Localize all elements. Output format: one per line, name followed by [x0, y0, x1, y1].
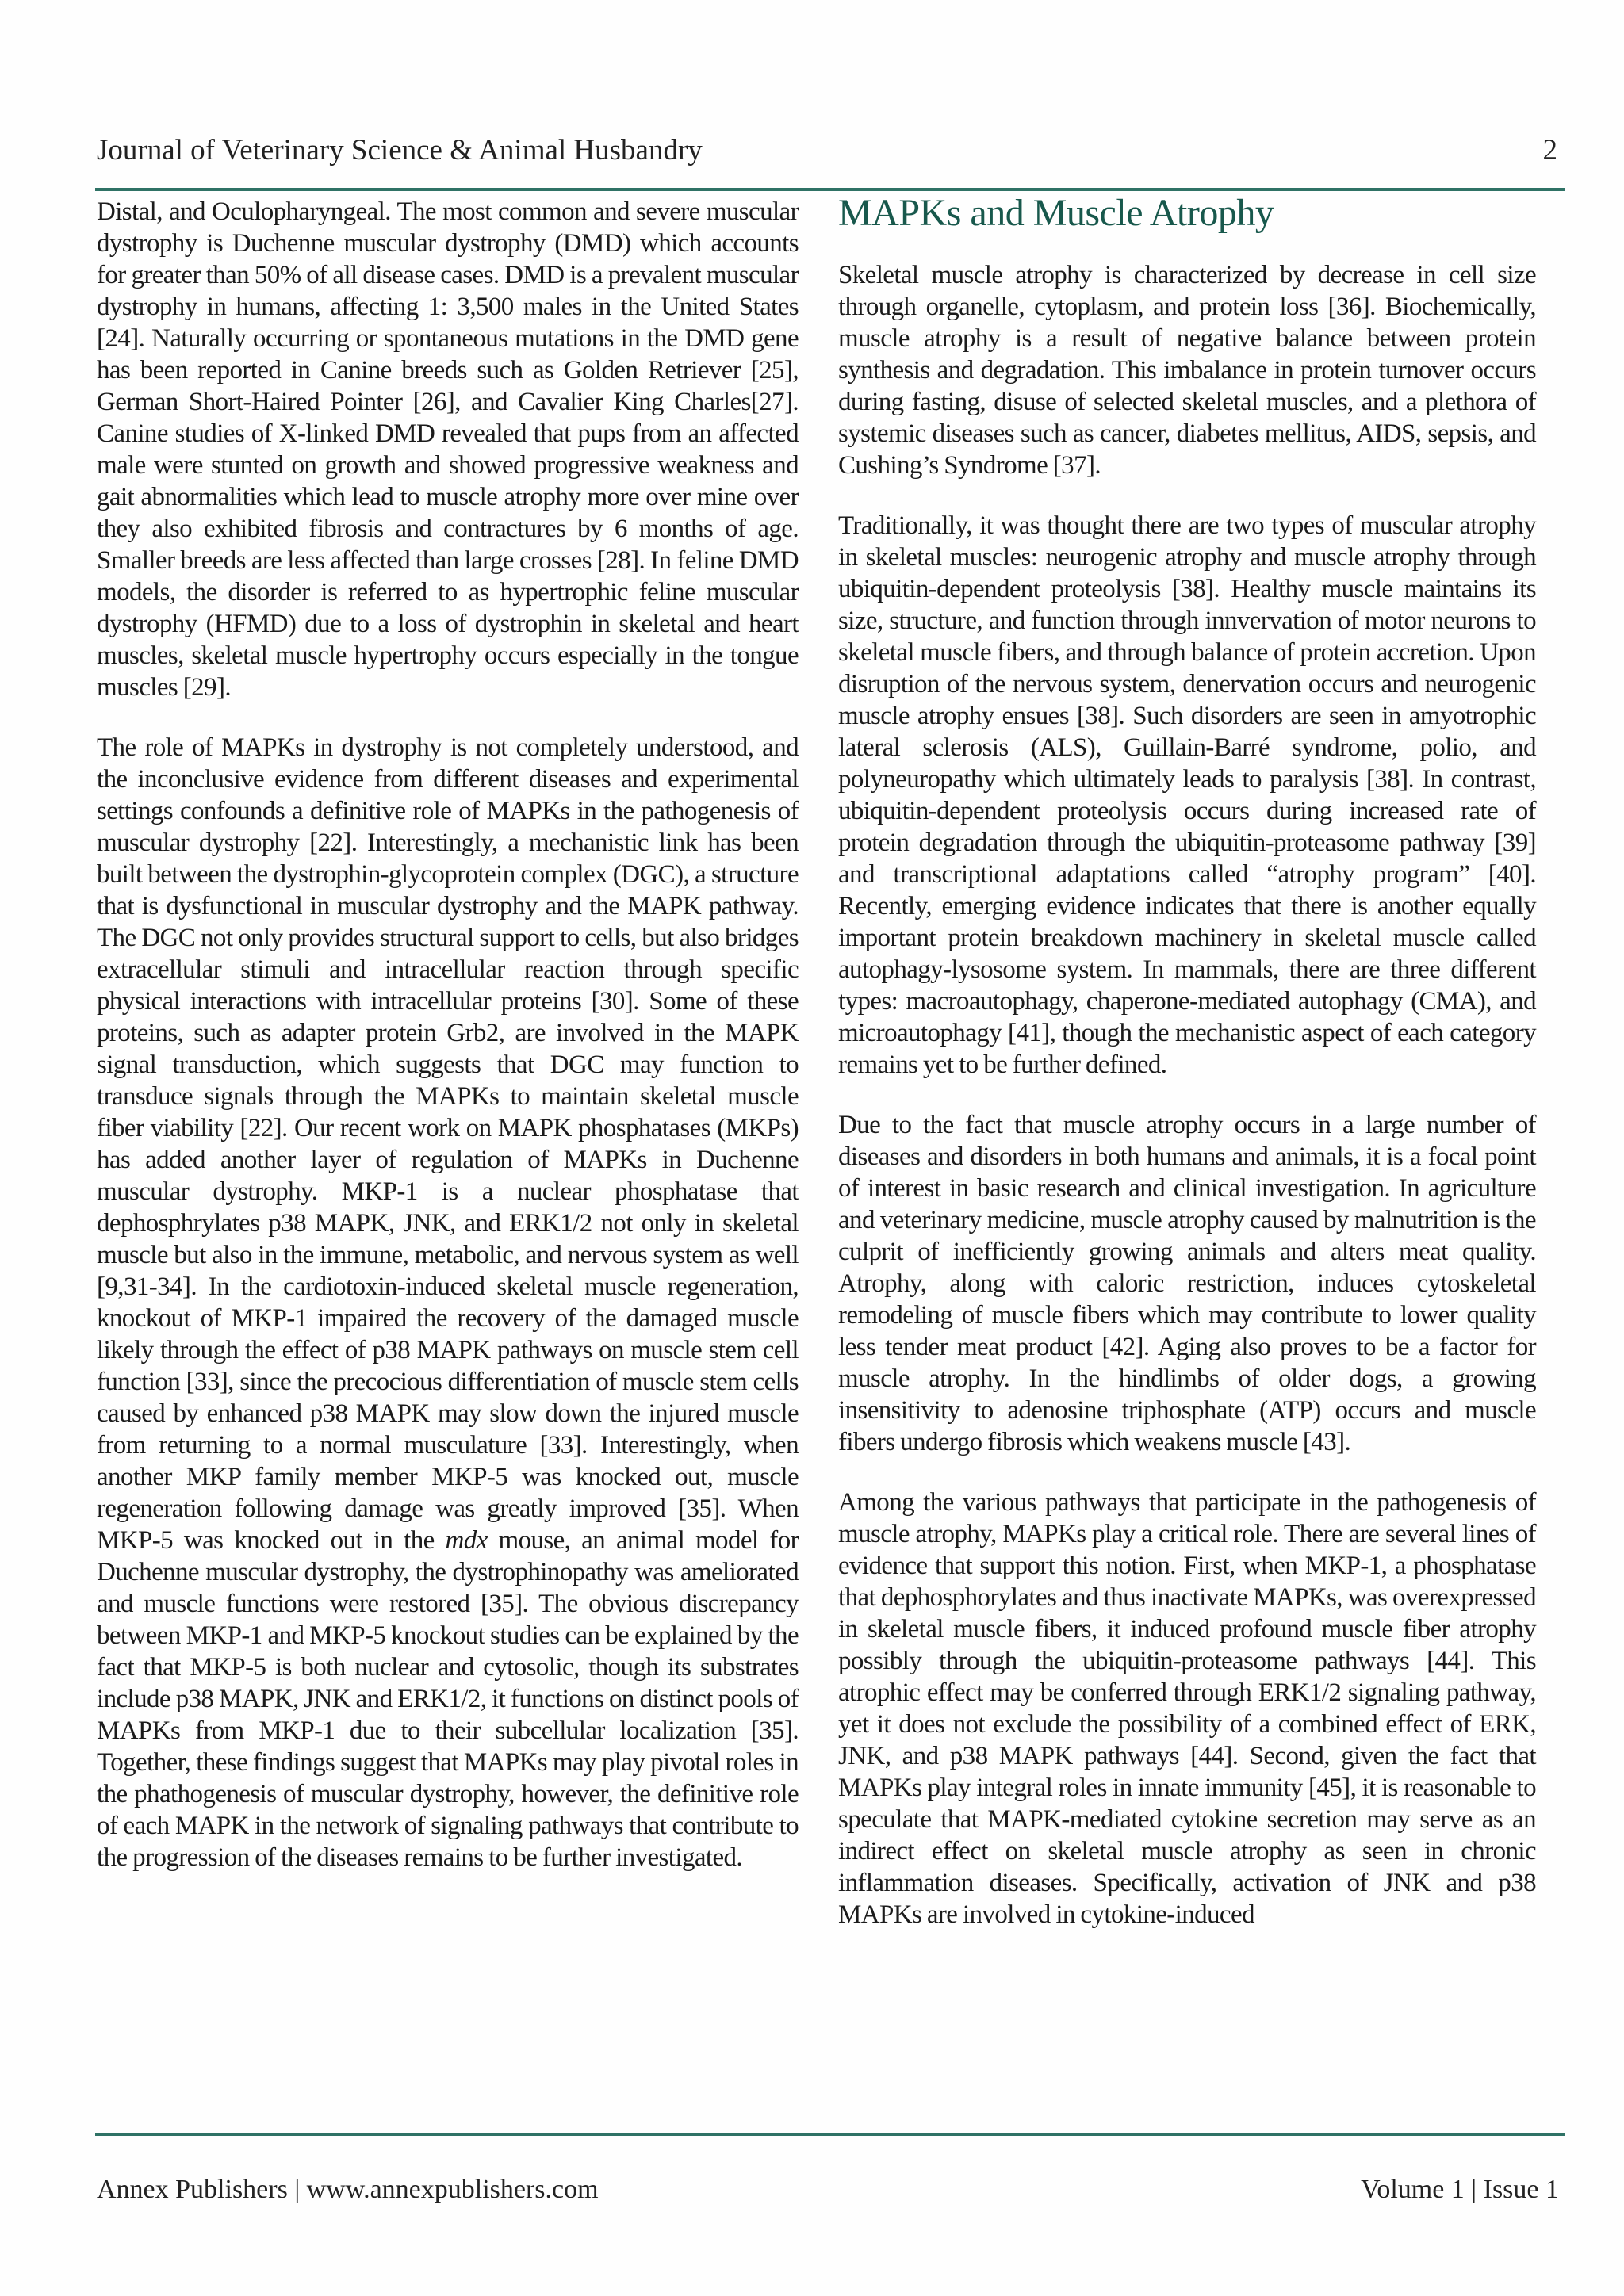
paragraph-right-3	[838, 1109, 1536, 1458]
paragraph-right-1	[838, 259, 1536, 481]
paragraph-right-2	[838, 510, 1536, 1081]
footer-publisher: Annex Publishers | www.annexpublishers.com	[97, 2175, 599, 2204]
right-column	[838, 192, 1536, 1931]
journal-title: Journal of Veterinary Science & Animal Husbandry	[97, 134, 703, 166]
paragraph-text: Due to the fact that muscle atrophy occurs in a large number of diseases and disorders in both humans and animals, it is a focal point of interest in basic research and clinical investigation. In agriculture and veterinary medicine, muscle atrophy caused by malnutrition is the culprit of inefficiently growing animals and alters meat quality. Atrophy, along with caloric restriction, induces cytoskeletal remodeling of muscle fibers which may contribute to lower quality less tender meat product [42]. Aging also proves to be a factor for muscle atrophy. In the hindlimbs of older dogs, a growing insensitivity to adenosine triphosphate (ATP) occurs and muscle fibers undergo fibrosis which weakens muscle [43].	[838, 1111, 1536, 1456]
paragraph-left-1	[97, 196, 799, 703]
page-header	[97, 133, 1557, 168]
article-body	[97, 192, 1536, 1931]
left-column	[97, 196, 799, 1931]
page-number: 2	[1542, 134, 1557, 166]
paragraph-text: The role of MAPKs in dystrophy is not completely understood, and the inconclusive evidence from different diseases and experimental settings confounds a definitive role of MAPKs in the pathogenesis of muscular dystrophy [22]. Interestingly, a mechanistic link has been built between the dystrophin-glycoprotein complex (DGC), a structure that is dysfunctional in muscular dystrophy and the MAPK pathway. The DGC not only provides structural support to cells, but also bridges extracellular stimuli and intracellular reaction through specific physical interactions with intracellular proteins [30]. Some of these proteins, such as adapter protein Grb2, are involved in the MAPK signal transduction, which suggests that DGC may function to transduce signals through the MAPKs to maintain skeletal muscle fiber viability [22]. Our recent work on MAPK phosphatases (MKPs) has added another layer of regulation of MAPKs in Duchenne muscular dystrophy. MKP-1 is a nuclear phosphatase that dephosphrylates p38 MAPK, JNK, and ERK1/2 not only in skeletal muscle but also in the immune, metabolic, and nervous system as well [9,31-34]. In the cardiotoxin-induced skeletal muscle regeneration, knockout of MKP-1 impaired the recovery of the damaged muscle likely through the effect of p38 MAPK pathways on muscle stem cell function [33], since the precocious differentiation of muscle stem cells caused by enhanced p38 MAPK may slow down the injured muscle from returning to a normal musculature [33]. Interestingly, when another MKP family member MKP-5 was knocked out, muscle regeneration following damage was greatly improved [35]. When MKP-5 was knocked out in the	[97, 733, 799, 1555]
paragraph-text: Distal, and Oculopharyngeal. The most common and severe muscular dystrophy is Duchenne muscular dystrophy (DMD) which accounts for greater than 50% of all disease cases. DMD is a prevalent muscular dystrophy in humans, affecting 1: 3,500 males in the United States [24]. Naturally occurring or spontaneous mutations in the DMD gene has been reported in Canine breeds such as Golden Retriever [25], German Short-Haired Pointer [26], and Cavalier King Charles[27]. Canine studies of X-linked DMD revealed that pups from an affected male were stunted on growth and showed progressive weakness and gait abnormalities which lead to muscle atrophy more over mine over they also exhibited fibrosis and contractures by 6 months of age. Smaller breeds are less affected than large crosses [28]. In feline DMD models, the disorder is referred to as hypertrophic feline muscular dystrophy (HFMD) due to a loss of dystrophin in skeletal and heart muscles, skeletal muscle hypertrophy occurs especially in the tongue muscles [29].	[97, 197, 799, 702]
paragraph-left-2	[97, 732, 799, 1873]
section-heading: MAPKs and Muscle Atrophy	[838, 192, 1274, 234]
page-footer	[97, 2174, 1559, 2206]
paragraph-text: Traditionally, it was thought there are two types of muscular atrophy in skeletal muscles: neurogenic atrophy and muscle atrophy through ubiquitin-dependent proteolysis [38]. Healthy muscle maintains its size, structure, and function through innvervation of motor neurons to skeletal muscle fibers, and through balance of protein accretion. Upon disruption of the nervous system, denervation occurs and neurogenic muscle atrophy ensues [38]. Such disorders are seen in amyotrophic lateral sclerosis (ALS), Guillain-Barré syndrome, polio, and polyneuropathy which ultimately leads to paralysis [38]. In contrast, ubiquitin-dependent proteolysis occurs during increased rate of protein degradation through the ubiquitin-proteasome pathway [39] and transcriptional adaptations called “atrophy program” [40]. Recently, emerging evidence indicates that there is another equally important protein breakdown machinery in skeletal muscle called autophagy-lysosome system. In mammals, there are three different types: macroautophagy, chaperone-mediated autophagy (CMA), and microautophagy [41], though the mechanistic aspect of each category remains yet to be further defined.	[838, 511, 1536, 1079]
paragraph-right-4	[838, 1487, 1536, 1931]
italic-term-mdx: mdx	[445, 1526, 488, 1555]
footer-rule	[95, 2133, 1565, 2136]
paragraph-text: mouse, an animal model for Duchenne muscular dystrophy, the dystrophinopathy was ameliorated and muscle functions were restored [35]. The obvious discrepancy between MKP-1 and MKP-5 knockout studies can be explained by the fact that MKP-5 is both nuclear and cytosolic, though its substrates include p38 MAPK, JNK and ERK1/2, it functions on distinct pools of MAPKs from MKP-1 due to their subcellular localization [35]. Together, these findings suggest that MAPKs may play pivotal roles in the phathogenesis of muscular dystrophy, however, the definitive role of each MAPK in the network of signaling pathways that contribute to the progression of the diseases remains to be further investigated.	[97, 1526, 799, 1872]
paragraph-text: Among the various pathways that participate in the pathogenesis of muscle atrophy, MAPKs play a critical role. There are several lines of evidence that support this notion. First, when MKP-1, a phosphatase that dephosphorylates and thus inactivate MAPKs, was overexpressed in skeletal muscle fibers, it induced profound muscle fiber atrophy possibly through the ubiquitin-proteasome pathways [44]. This atrophic effect may be conferred through ERK1/2 signaling pathway, yet it does not exclude the possibility of a combined effect of ERK, JNK, and p38 MAPK pathways [44]. Second, given the fact that MAPKs play integral roles in innate immunity [45], it is reasonable to speculate that MAPK-mediated cytokine secretion may serve as an indirect effect on skeletal muscle atrophy as seen in chronic inflammation diseases. Specifically, activation of JNK and p38 MAPKs are involved in cytokine-induced	[838, 1488, 1536, 1929]
footer-volume: Volume 1 | Issue 1	[1361, 2175, 1559, 2204]
paragraph-text: Skeletal muscle atrophy is characterized by decrease in cell size through organelle, cytoplasm, and protein loss [36]. Biochemically, muscle atrophy is a result of negative balance between protein synthesis and degradation. This imbalance in protein turnover occurs during fasting, disuse of selected skeletal muscles, and a plethora of systemic diseases such as cancer, diabetes mellitus, AIDS, sepsis, and Cushing’s Syndrome [37].	[838, 261, 1536, 480]
